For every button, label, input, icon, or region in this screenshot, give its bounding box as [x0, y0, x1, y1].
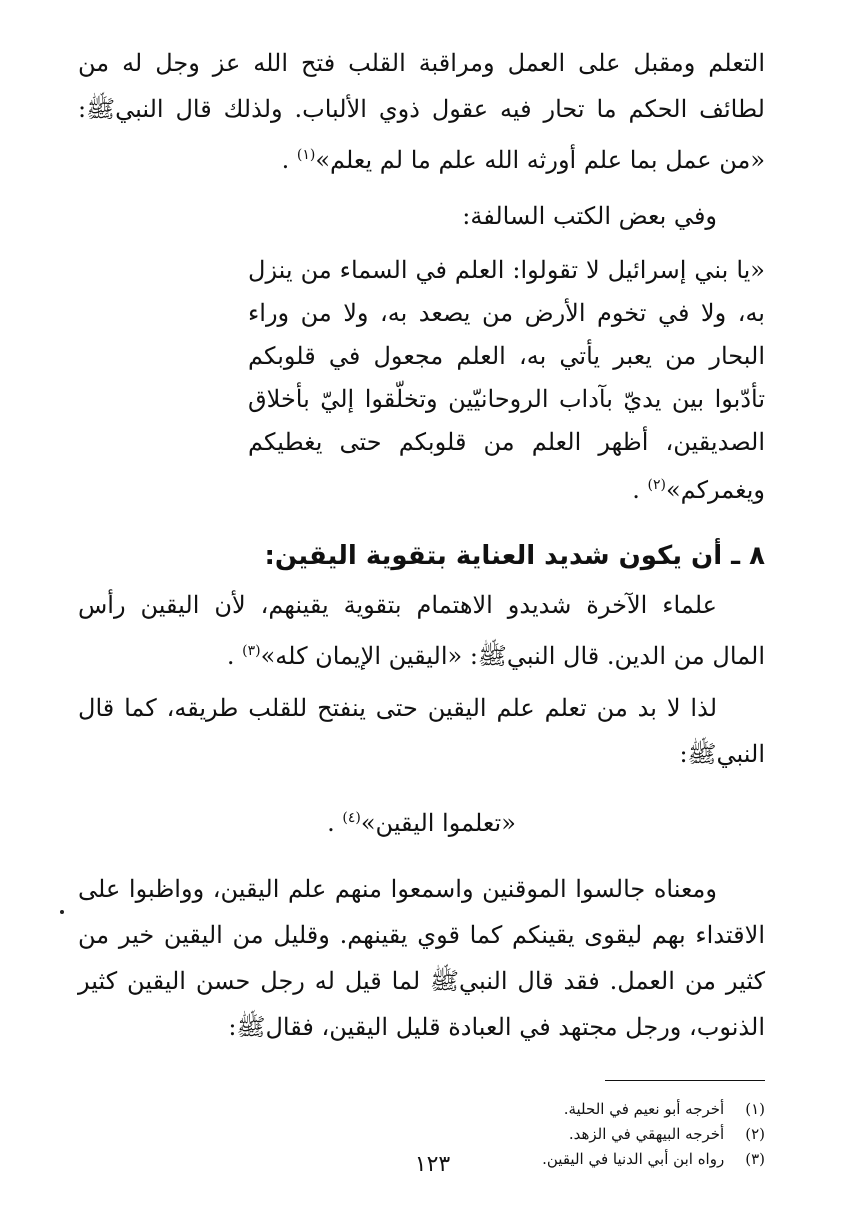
page-number: ١٢٣	[414, 1152, 451, 1177]
footnote-ref-4: (٤)	[342, 810, 361, 826]
paragraph-5: ومعناه جالسوا الموقنين واسمعوا منهم علم اليقين، وواظبوا على الاقتداء بهم ليقوى يقينكم كما قوي يقينهم. وقليل من اليقين خير من كثير من العمل. فقد قال النبيﷺ لما قيل له رجل حسن اليقين كثير الذنوب، ورجل مجتهد في العبادة قليل اليقين، فقالﷺ:	[78, 875, 765, 1041]
footnote-2	[78, 1122, 765, 1147]
footnote-divider	[605, 1080, 765, 1081]
footnote-ref-3: (٣)	[242, 643, 261, 659]
section-heading: ٨ ـ أن يكون شديد العناية بتقوية اليقين:	[264, 541, 765, 571]
paragraph-1-text: التعلم ومقبل على العمل ومراقبة القلب فتح الله عز وجل له من لطائف الحكم ما تحار فيه عقول ذوي الألباب. ولذلك قال النبيﷺ: «من عمل بما علم أورثه الله علم ما لم يعلم»	[78, 49, 765, 174]
centered-quote-text: «تعلموا اليقين»	[360, 809, 516, 837]
footnote-text: أخرجه أبو نعيم في الحلية.	[563, 1100, 725, 1118]
page-body	[78, 40, 765, 1172]
period-1: .	[281, 146, 290, 174]
period-2: .	[632, 476, 640, 504]
footnote-ref-2: (٢)	[647, 477, 666, 493]
paragraph-1	[78, 40, 765, 183]
footnote-text: أخرجه البيهقي في الزهد.	[568, 1125, 725, 1143]
paragraph-4: لذا لا بد من تعلم علم اليقين حتى ينفتح للقلب طريقه، كما قال النبيﷺ:	[78, 694, 765, 768]
block-quote-text: «يا بني إسرائيل لا تقولوا: العلم في السماء من ينزل به، ولا في تخوم الأرض من يصعد به، ولا من وراء البحار من يعبر يأتي به، العلم مجعول في قلوبكم تأدّبوا بين يديّ بآداب الروحانيّين وتخلّقوا إليّ بأخلاق الصديقين، أظهر العلم من قلوبكم حتى يغطيكم ويغمركم»	[248, 256, 765, 504]
footnote-1	[78, 1097, 765, 1122]
paragraph-3-text: علماء الآخرة شديدو الاهتمام بتقوية يقينهم، لأن اليقين رأس المال من الدين. قال النبيﷺ: «اليقين الإيمان كله»	[78, 591, 765, 670]
footnote-number: (١)	[745, 1100, 765, 1118]
period-4: .	[327, 809, 335, 837]
footnote-ref-1: (١)	[296, 147, 316, 163]
centered-quote	[78, 795, 765, 846]
footnote-text: رواه ابن أبي الدنيا في اليقين.	[542, 1150, 725, 1168]
margin-mark	[60, 910, 64, 914]
footnote-number: (٢)	[745, 1125, 765, 1143]
footnote-number: (٣)	[745, 1150, 765, 1168]
paragraph-2-intro: وفي بعض الكتب السالفة:	[462, 202, 717, 230]
paragraph-3	[78, 582, 765, 679]
block-quote	[248, 249, 765, 512]
period-3: .	[226, 642, 235, 670]
